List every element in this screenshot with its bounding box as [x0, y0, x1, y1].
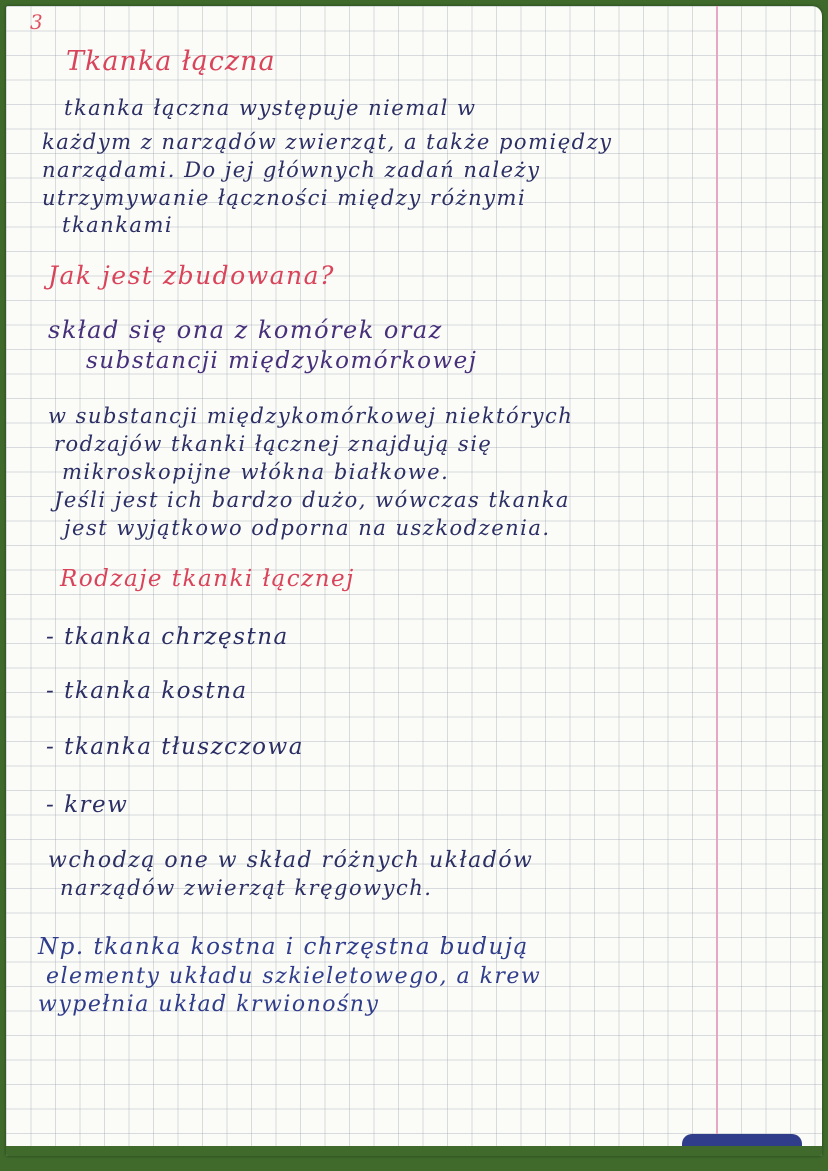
- notebook-page: [6, 6, 822, 1156]
- page-title: Tkanka łączna: [66, 46, 276, 77]
- structure-line: substancji międzykomórkowej: [86, 348, 478, 374]
- example-line: elementy układu szkieletowego, a krew: [46, 964, 542, 989]
- fibers-line: rodzajów tkanki łącznej znajdują się: [54, 432, 493, 456]
- type-list-item: - tkanka kostna: [46, 678, 248, 704]
- example-line: Np. tkanka kostna i chrzęstna budują: [38, 934, 529, 960]
- fibers-line: jest wyjątkowo odporna na uszkodzenia.: [64, 516, 551, 540]
- section-heading-structure: Jak jest zbudowana?: [48, 261, 335, 290]
- intro-line: tkanka łączna występuje niemal w: [64, 96, 477, 120]
- type-list-item: - tkanka chrzęstna: [46, 624, 289, 650]
- systems-line: narządów zwierząt kręgowych.: [60, 876, 433, 900]
- intro-line: każdym z narządów zwierząt, a także pomiędzy: [42, 130, 613, 154]
- intro-line: tkankami: [62, 213, 174, 237]
- margin-line: [716, 6, 718, 1156]
- fibers-line: mikroskopijne włókna białkowe.: [62, 460, 450, 484]
- intro-line: utrzymywanie łączności między różnymi: [42, 186, 527, 210]
- section-heading-types: Rodzaje tkanki łącznej: [60, 566, 355, 592]
- systems-line: wchodzą one w skład różnych układów: [48, 848, 534, 873]
- fibers-line: Jeśli jest ich bardzo dużo, wówczas tkanka: [54, 488, 570, 512]
- page-bottom-edge: [6, 1146, 822, 1156]
- structure-line: skład się ona z komórek oraz: [48, 316, 443, 344]
- intro-line: narządami. Do jej głównych zadań należy: [42, 158, 541, 182]
- type-list-item: - krew: [46, 792, 129, 818]
- fibers-line: w substancji międzykomórkowej niektórych: [48, 404, 574, 428]
- page-number: 3: [30, 10, 43, 34]
- example-line: wypełnia układ krwionośny: [38, 992, 380, 1017]
- type-list-item: - tkanka tłuszczowa: [46, 734, 304, 760]
